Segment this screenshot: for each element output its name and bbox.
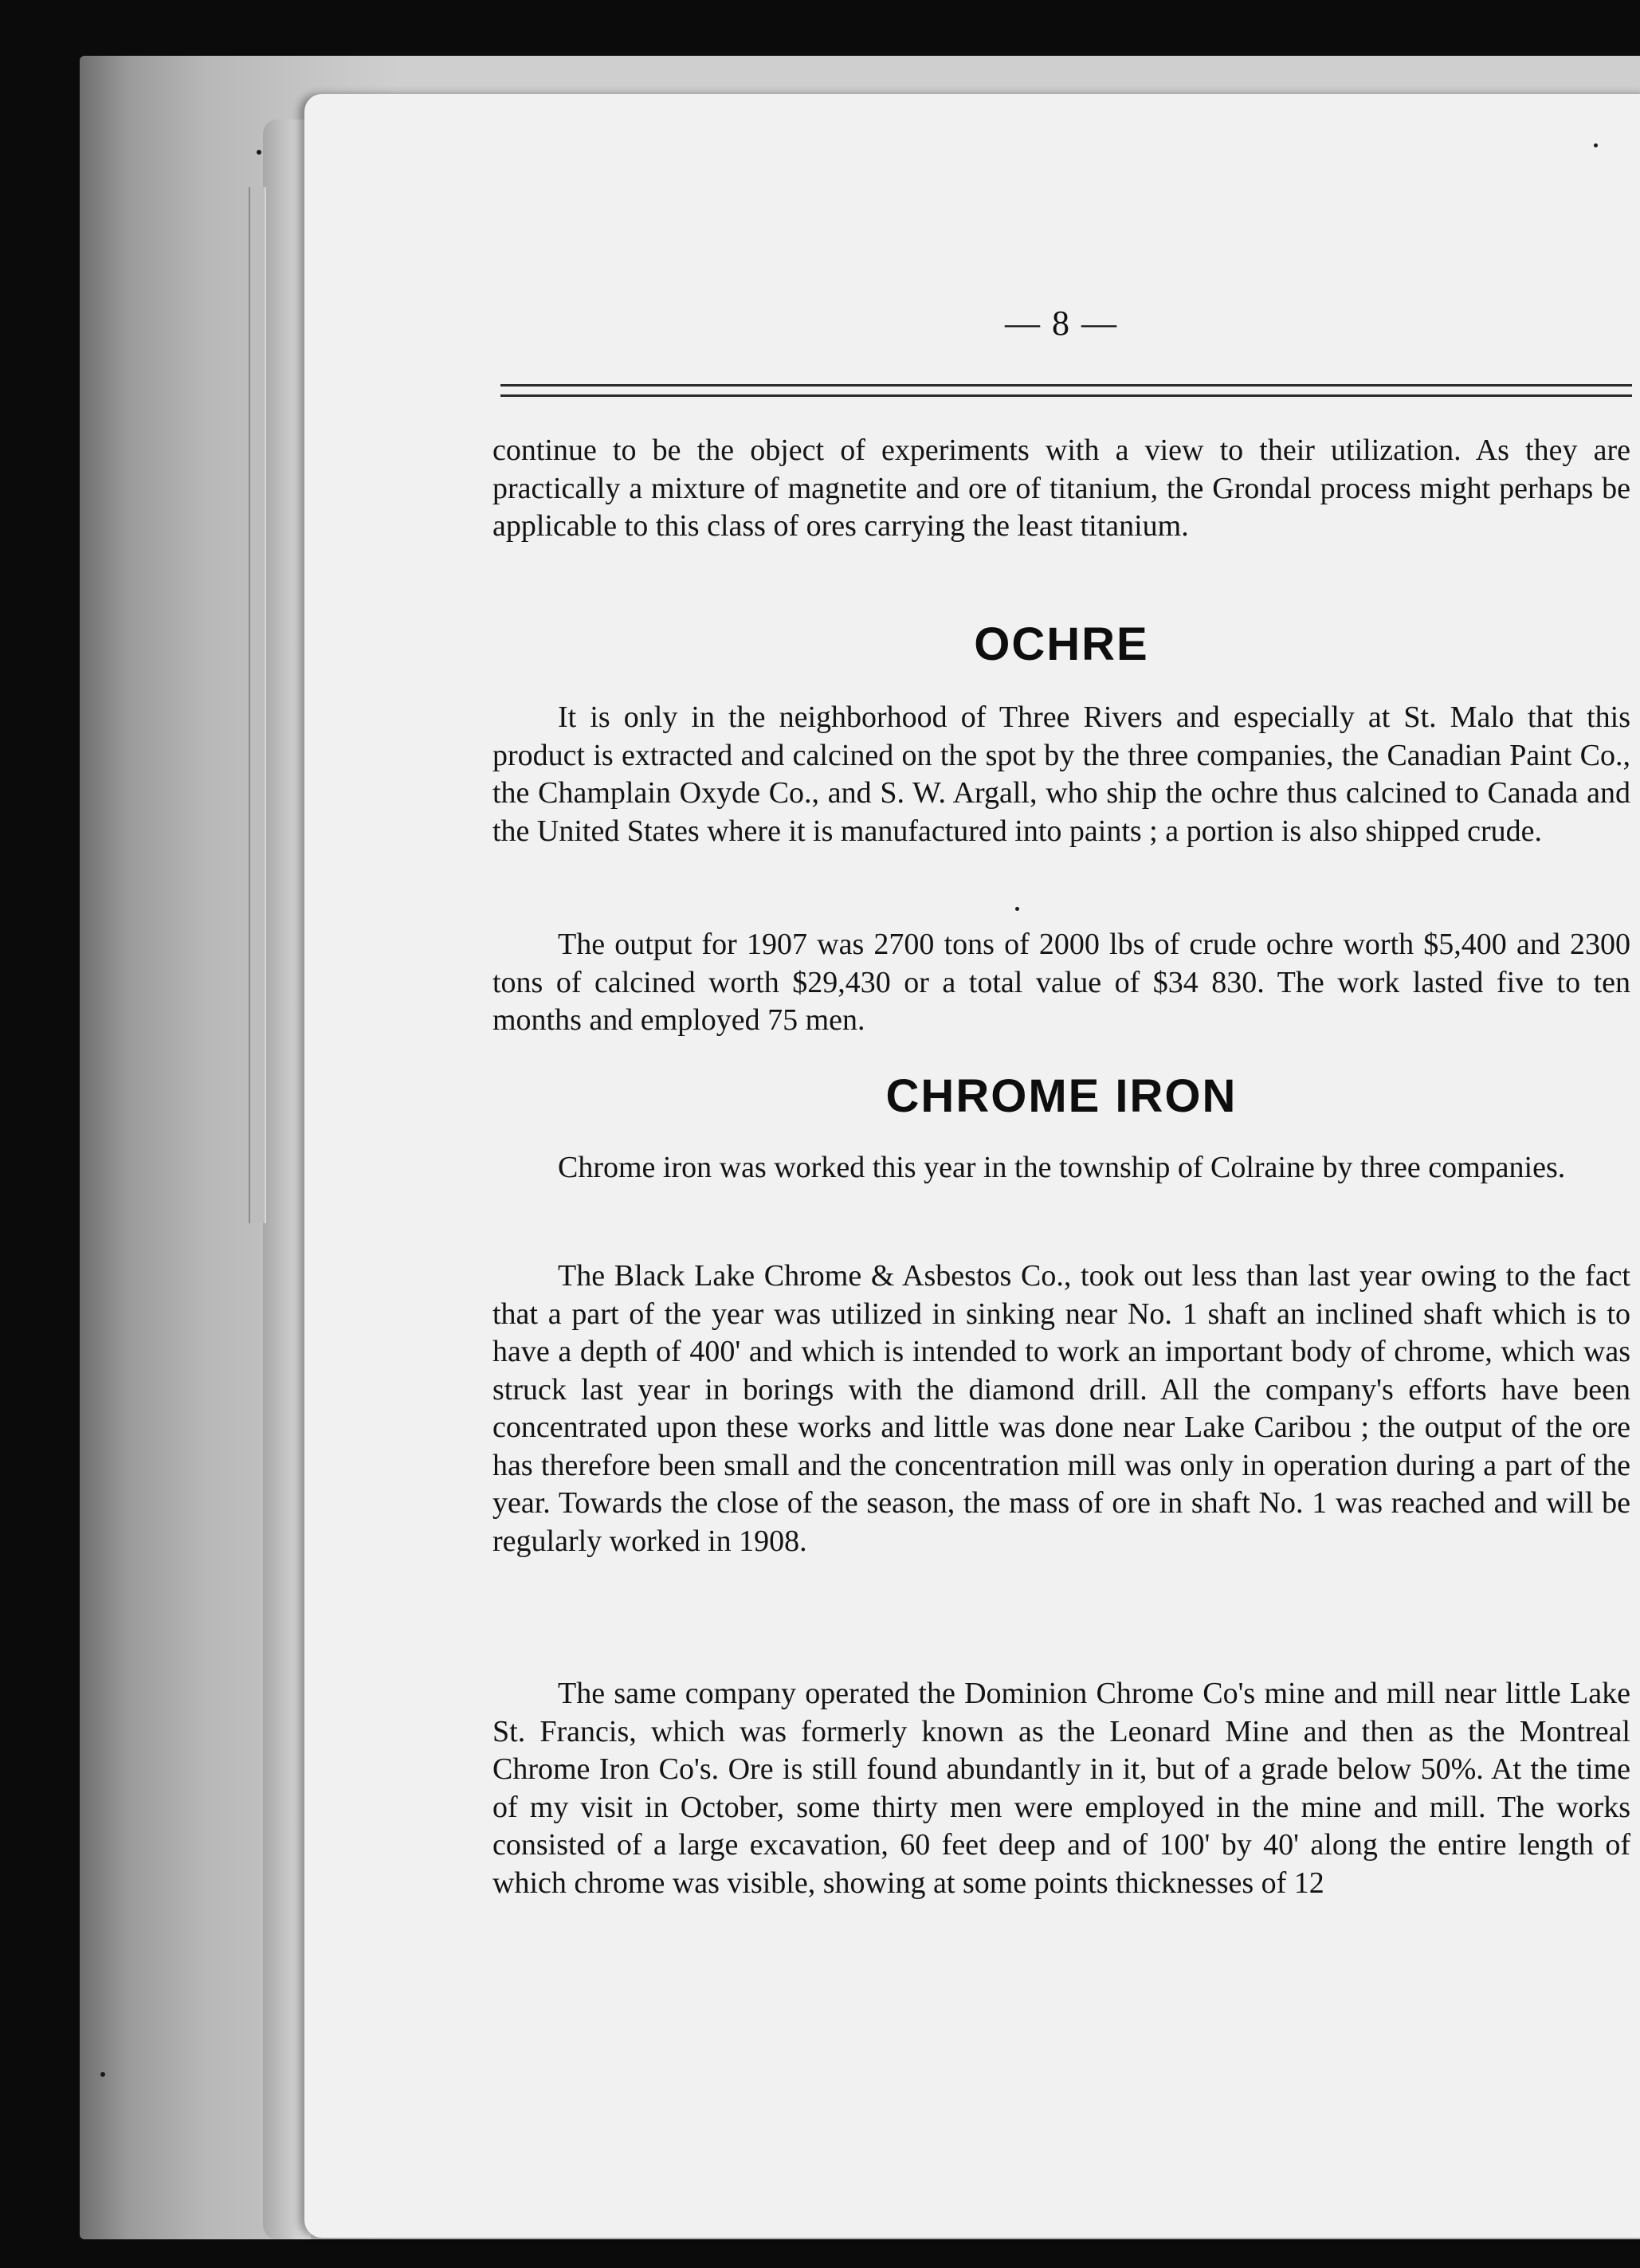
- page-edge-shadow: [263, 120, 311, 2239]
- scan-speck: [100, 2072, 105, 2077]
- section-heading-ochre: OCHRE: [974, 618, 1149, 670]
- paragraph-titanium-ores: continue to be the object of experiments with a view to their utilization. As they are practically a mixture of magnetite and ore of titanium, the Grondal process might perhaps be applicable to this class of ores carrying the least titanium.: [492, 434, 1630, 543]
- header-double-rule: [500, 384, 1632, 397]
- section-heading-chrome-iron: CHROME IRON: [885, 1070, 1238, 1122]
- paragraph-dominion-chrome: The same company operated the Dominion Chrome Co's mine and mill near little Lake St. Francis, which was formerly known as the Leonard Mine and then as the Montreal Chrome Iron Co's. Ore is still found abundantly in it, but of a grade below 50%. At the time of my visit in October, some thirty men were employed in the mine and mill. The works consisted of a large excavation, 60 feet deep and of 100' by 40' along the entire length of which chrome was visible, showing at some points thicknesses of 12: [492, 1677, 1630, 1900]
- binding-strip: [249, 187, 266, 1223]
- page-number: — 8 —: [1005, 304, 1118, 343]
- paragraph-ochre-production: It is only in the neighborhood of Three Rivers and especially at St. Malo that this product is extracted and calcined on the spot by the three companies, the Canadian Paint Co., the Champlain Oxyde Co., and S. W. Argall, who ship the ochre thus calcined to Canada and the United States where it is manufactured into paints ; a portion is also shipped crude.: [492, 700, 1630, 848]
- paragraph-chrome-intro: Chrome iron was worked this year in the township of Colraine by three companies.: [558, 1151, 1566, 1184]
- scan-speck: [257, 150, 261, 155]
- scan-speck: [1594, 143, 1598, 147]
- scan-speck: [1015, 907, 1019, 911]
- paragraph-black-lake: The Black Lake Chrome & Asbestos Co., took out less than last year owing to the fact that a part of the year was utilized in sinking near No. 1 shaft an inclined shaft which is to have a depth of 400' and which is intended to work an important body of chrome, which was struck last year in borings with the diamond drill. All the company's efforts have been concentrated upon these works and little was done near Lake Caribou ; the output of the ore has therefore been small and the concentration mill was only in operation during a part of the year. Towards the close of the season, the mass of ore in shaft No. 1 was reached and will be regularly worked in 1908.: [492, 1259, 1630, 1558]
- paragraph-ochre-output: The output for 1907 was 2700 tons of 2000 lbs of crude ochre worth $5,400 and 2300 tons of calcined worth $29,430 or a total value of $34 830. The work lasted five to ten months and employed 75 men.: [492, 928, 1630, 1037]
